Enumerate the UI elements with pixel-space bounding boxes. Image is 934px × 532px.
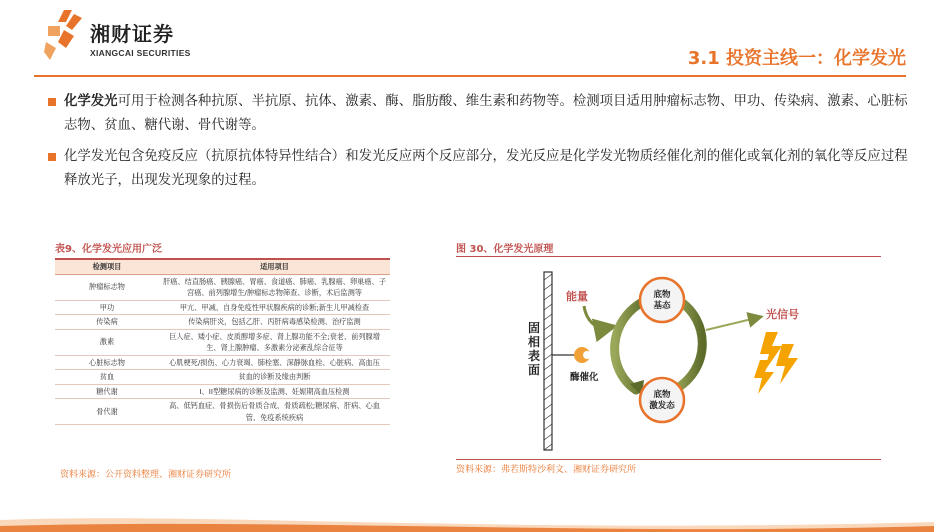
substrate-excited-label: 底物 xyxy=(653,390,671,400)
figure-bottom-rule xyxy=(456,459,881,460)
figure-caption: 图 30、化学发光原理 xyxy=(456,244,554,255)
table-cell-category: 激素 xyxy=(55,329,159,355)
table-cell-detail: 传染病肝炎，包括乙肝、丙肝病毒感染检测、治疗监测 xyxy=(159,315,390,330)
figure-source-note: 资料来源：弗若斯特沙利文、湘财证券研究所 xyxy=(456,465,637,475)
table-row xyxy=(55,370,390,385)
table-cell-detail: I、II型糖尿病的诊断及监测、妊娠期高血压检测 xyxy=(159,384,390,399)
table-cell-category: 心脏标志物 xyxy=(55,355,159,370)
table-source-note: 资料来源：公开资料整理、湘财证券研究所 xyxy=(60,470,232,480)
substrate-excited-node xyxy=(640,378,684,422)
column-header: 检测项目 xyxy=(55,260,159,274)
substrate-ground-node xyxy=(640,278,684,322)
application-table xyxy=(55,258,390,425)
light-arrow-icon xyxy=(706,318,756,330)
table-row xyxy=(55,315,390,330)
table-cell-detail: 高、低钙血症、骨损伤后骨质合成、骨质疏松;糖尿病、肝病、心血管、免疫系统疾病 xyxy=(159,399,390,425)
table-cell-detail: 巨人症、矮小症、皮质醇增多症、肾上腺功能不全;衰老、前列腺增生、肾上腺肿瘤、多激素分泌紊乱综合征等 xyxy=(159,329,390,355)
table-cell-category: 骨代谢 xyxy=(55,399,159,425)
bullet-keyword: 化学发光 xyxy=(64,94,118,109)
bullet-text: 化学发光包含免疫反应（抗原抗体特异性结合）和发光反应两个反应部分，发光反应是化学发光物质经催化剂的催化或氧化剂的氧化等反应过程释放光子，出现发光现象的过程。 xyxy=(64,149,908,188)
cycle-arc-left xyxy=(615,300,646,390)
logo-mark-icon xyxy=(44,8,84,62)
table-cell-category: 传染病 xyxy=(55,315,159,330)
table-cell-category: 贫血 xyxy=(55,370,159,385)
logo-chinese-name: 湘财证券 xyxy=(90,22,174,46)
table-row xyxy=(55,355,390,370)
section-title: 3.1 投资主线一：化学发光 xyxy=(687,48,906,69)
substrate-ground-label: 底物 xyxy=(653,290,671,300)
substrate-excited-label: 激发态 xyxy=(649,401,675,411)
table-cell-category: 糖代谢 xyxy=(55,384,159,399)
table-row xyxy=(55,329,390,355)
table-cell-category: 甲功 xyxy=(55,300,159,315)
bullet-list xyxy=(48,90,910,200)
light-signal-label: 光信号 xyxy=(766,308,799,321)
company-logo xyxy=(44,8,194,64)
chemiluminescence-diagram xyxy=(456,260,881,460)
solid-phase-label: 面 xyxy=(527,363,541,377)
table-cell-detail: 甲亢、甲减、自身免疫性甲状腺疾病的诊断;新生儿甲减检查 xyxy=(159,300,390,315)
table-cell-detail: 贫血的诊断及缘由判断 xyxy=(159,370,390,385)
solid-phase-label: 相 xyxy=(527,335,541,349)
table-header-row xyxy=(55,260,390,274)
solid-phase-label: 表 xyxy=(527,349,541,363)
table-caption: 表9、化学发光应用广泛 xyxy=(55,244,162,255)
bullet-item xyxy=(48,145,910,193)
substrate-ground-label: 基态 xyxy=(653,301,671,311)
column-header: 适用项目 xyxy=(159,260,390,274)
enzyme-label: 酶催化 xyxy=(570,372,599,383)
table-cell-category: 肿瘤标志物 xyxy=(55,274,159,300)
energy-label: 能量 xyxy=(566,290,588,303)
bullet-item xyxy=(48,90,910,138)
footer-decoration xyxy=(0,512,934,532)
energy-arrow-icon xyxy=(584,306,606,328)
logo-english-name: XIANGCAI SECURITIES xyxy=(90,48,191,58)
lightning-icon xyxy=(754,332,798,394)
header-divider xyxy=(34,75,906,77)
table-row xyxy=(55,399,390,425)
table-row xyxy=(55,300,390,315)
table-row xyxy=(55,274,390,300)
table-row xyxy=(55,384,390,399)
table-cell-detail: 心肌梗死/损伤、心力衰竭、肺栓塞、深静脉血栓、心脏病、高血压 xyxy=(159,355,390,370)
table-cell-detail: 肝癌、结直肠癌、胰腺癌、胃癌、食道癌、肺癌、乳腺癌、卵巢癌、子宫癌、前列腺增生/肿瘤标志物筛查、诊断，术后监测等 xyxy=(159,274,390,300)
square-bullet-icon xyxy=(48,153,56,161)
figure-top-rule xyxy=(456,256,881,257)
solid-phase-label: 固 xyxy=(527,321,541,335)
square-bullet-icon xyxy=(48,98,56,106)
bullet-text: 可用于检测各种抗原、半抗原、抗体、激素、酶、脂肪酸、维生素和药物等。检测项目适用肿瘤标志物、甲功、传染病、激素、心脏标志物、贫血、糖代谢、骨代谢等。 xyxy=(64,94,908,133)
